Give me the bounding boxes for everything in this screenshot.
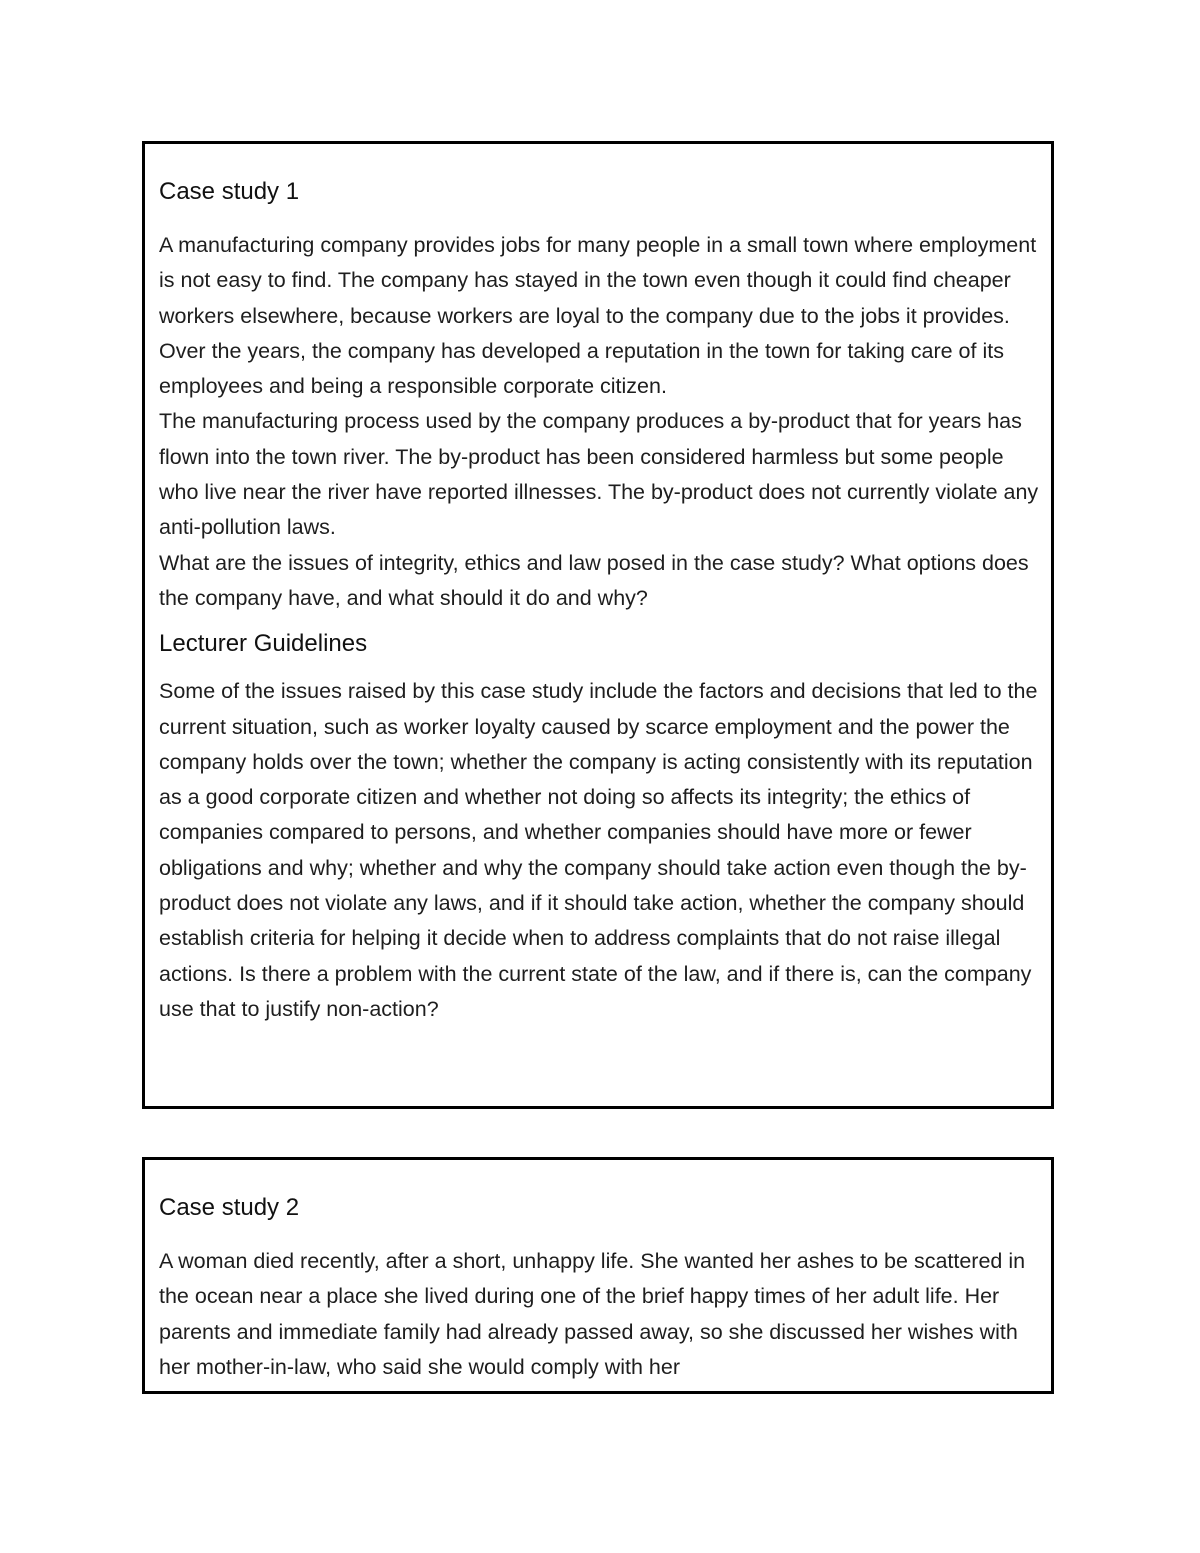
lecturer-guidelines-text: Some of the issues raised by this case study include the factors and decisions that led to the current situation, such as worker loyalty caused by scarce employment and the power the company holds over the town; whether the company is acting consistently with its reputation as a good corporate citizen and whether not doing so affects its integrity; the ethics of companies compared to persons, and whether companies should have more or fewer obligations and why; whether and why the company should take action even though the by-product does not violate any laws, and if it should take action, whether the company should establish criteria for helping it decide when to address complaints that do not raise illegal actions. Is there a problem with the current state of the law, and if there is, can the company use that to justify non-action? — [159, 679, 1038, 1021]
case-study-1-box — [142, 141, 1054, 1109]
case-study-1-title: Case study 1 — [159, 178, 300, 205]
case-study-2-title: Case study 2 — [159, 1194, 300, 1221]
case-study-1-question: What are the issues of integrity, ethics and law posed in the case study? What options does the company have, and what should it do and why? — [159, 550, 1029, 610]
lecturer-guidelines-title: Lecturer Guidelines — [159, 630, 368, 658]
case-study-2-text: A woman died recently, after a short, unhappy life. She wanted her ashes to be scattered in the ocean near a place she lived during one of the brief happy times of her adult life. Her parents and immediate family had already passed away, so she discussed her wishes with her mother-in-law, who said she would comply with her — [159, 1249, 1026, 1379]
case-study-1-paragraph-2: The manufacturing process used by the company produces a by-product that for years has flown into the town river. The by-product has been considered harmless but some people who live near the river have reported illnesses. The by-product does not currently violate any anti-pollution laws. — [159, 409, 1039, 540]
case-study-2-box — [142, 1157, 1054, 1394]
case-study-1-paragraph-1: A manufacturing company provides jobs for many people in a small town where employment is not easy to find. The company has stayed in the town even though it could find cheaper workers elsewhere, because workers are loyal to the company due to the jobs it provides. Over the years, the company has developed a reputation in the town for taking care of its employees and being a responsible corporate citizen. — [159, 233, 1037, 399]
